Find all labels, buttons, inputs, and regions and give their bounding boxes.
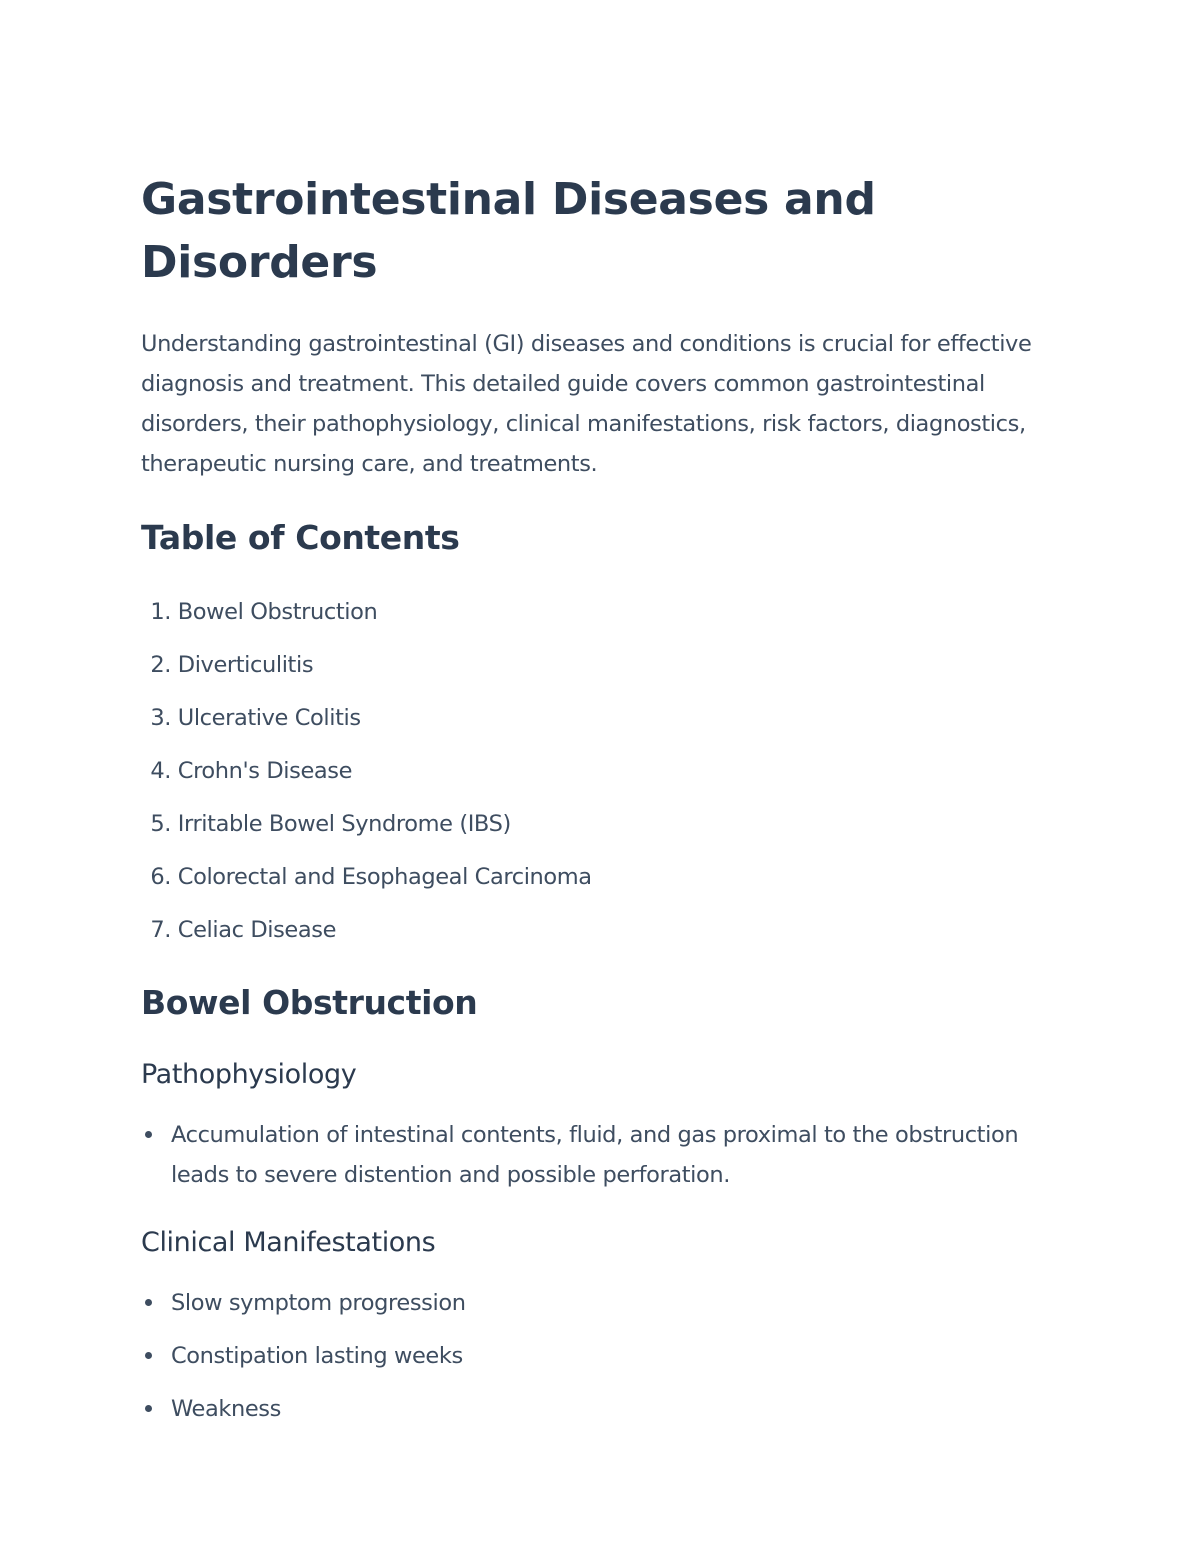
- list-item: [141, 1336, 1041, 1376]
- subheading-pathophysiology: Pathophysiology: [141, 1059, 357, 1090]
- toc-label: Bowel Obstruction: [177, 599, 378, 625]
- toc-item-carcinoma[interactable]: [141, 851, 1041, 904]
- pathophysiology-list: [141, 1115, 1041, 1195]
- toc-label: Celiac Disease: [177, 917, 337, 943]
- subheading-clinical-manifestations: Clinical Manifestations: [141, 1227, 436, 1258]
- table-of-contents: [141, 586, 1041, 957]
- toc-item-diverticulitis[interactable]: [141, 639, 1041, 692]
- toc-number: 7.: [150, 917, 171, 943]
- intro-paragraph: Understanding gastrointestinal (GI) diseases and conditions is crucial for effective diagnosis and treatment. This detailed guide covers common gastrointestinal disorders, their pathophysiology, clinical manifestations, risk factors, diagnostics, therapeutic nursing care, and treatments.: [141, 331, 1032, 477]
- toc-number: 1.: [150, 599, 171, 625]
- toc-heading: Table of Contents: [141, 518, 460, 557]
- list-item: [141, 1389, 1041, 1429]
- toc-item-celiac-disease[interactable]: [141, 904, 1041, 957]
- list-item-text: Slow symptom progression: [171, 1290, 466, 1316]
- toc-number: 4.: [150, 758, 171, 784]
- bullet-icon: [145, 1299, 152, 1306]
- bullet-icon: [145, 1352, 152, 1359]
- toc-number: 5.: [150, 811, 171, 837]
- toc-label: Crohn's Disease: [177, 758, 353, 784]
- clinical-manifestations-list: [141, 1283, 1041, 1429]
- toc-label: Diverticulitis: [177, 652, 314, 678]
- list-item: [141, 1115, 1041, 1195]
- toc-label: Ulcerative Colitis: [177, 705, 361, 731]
- toc-label: Irritable Bowel Syndrome (IBS): [177, 811, 511, 837]
- bullet-icon: [145, 1131, 152, 1138]
- toc-number: 2.: [150, 652, 171, 678]
- list-item-text: Constipation lasting weeks: [171, 1343, 463, 1369]
- toc-item-crohns-disease[interactable]: [141, 745, 1041, 798]
- toc-item-ulcerative-colitis[interactable]: [141, 692, 1041, 745]
- bullet-icon: [145, 1405, 152, 1412]
- toc-number: 6.: [150, 864, 171, 890]
- page-title: Gastrointestinal Diseases and Disorders: [141, 174, 876, 288]
- toc-label: Colorectal and Esophageal Carcinoma: [177, 864, 592, 890]
- list-item-text: Accumulation of intestinal contents, fluid, and gas proximal to the obstruction leads to severe distention and possible perforation.: [171, 1122, 1019, 1188]
- toc-item-bowel-obstruction[interactable]: [141, 586, 1041, 639]
- list-item: [141, 1283, 1041, 1323]
- document-page: [141, 168, 1041, 1442]
- toc-item-ibs[interactable]: [141, 798, 1041, 851]
- section-heading-bowel-obstruction: Bowel Obstruction: [141, 983, 478, 1022]
- list-item-text: Weakness: [171, 1396, 281, 1422]
- toc-number: 3.: [150, 705, 171, 731]
